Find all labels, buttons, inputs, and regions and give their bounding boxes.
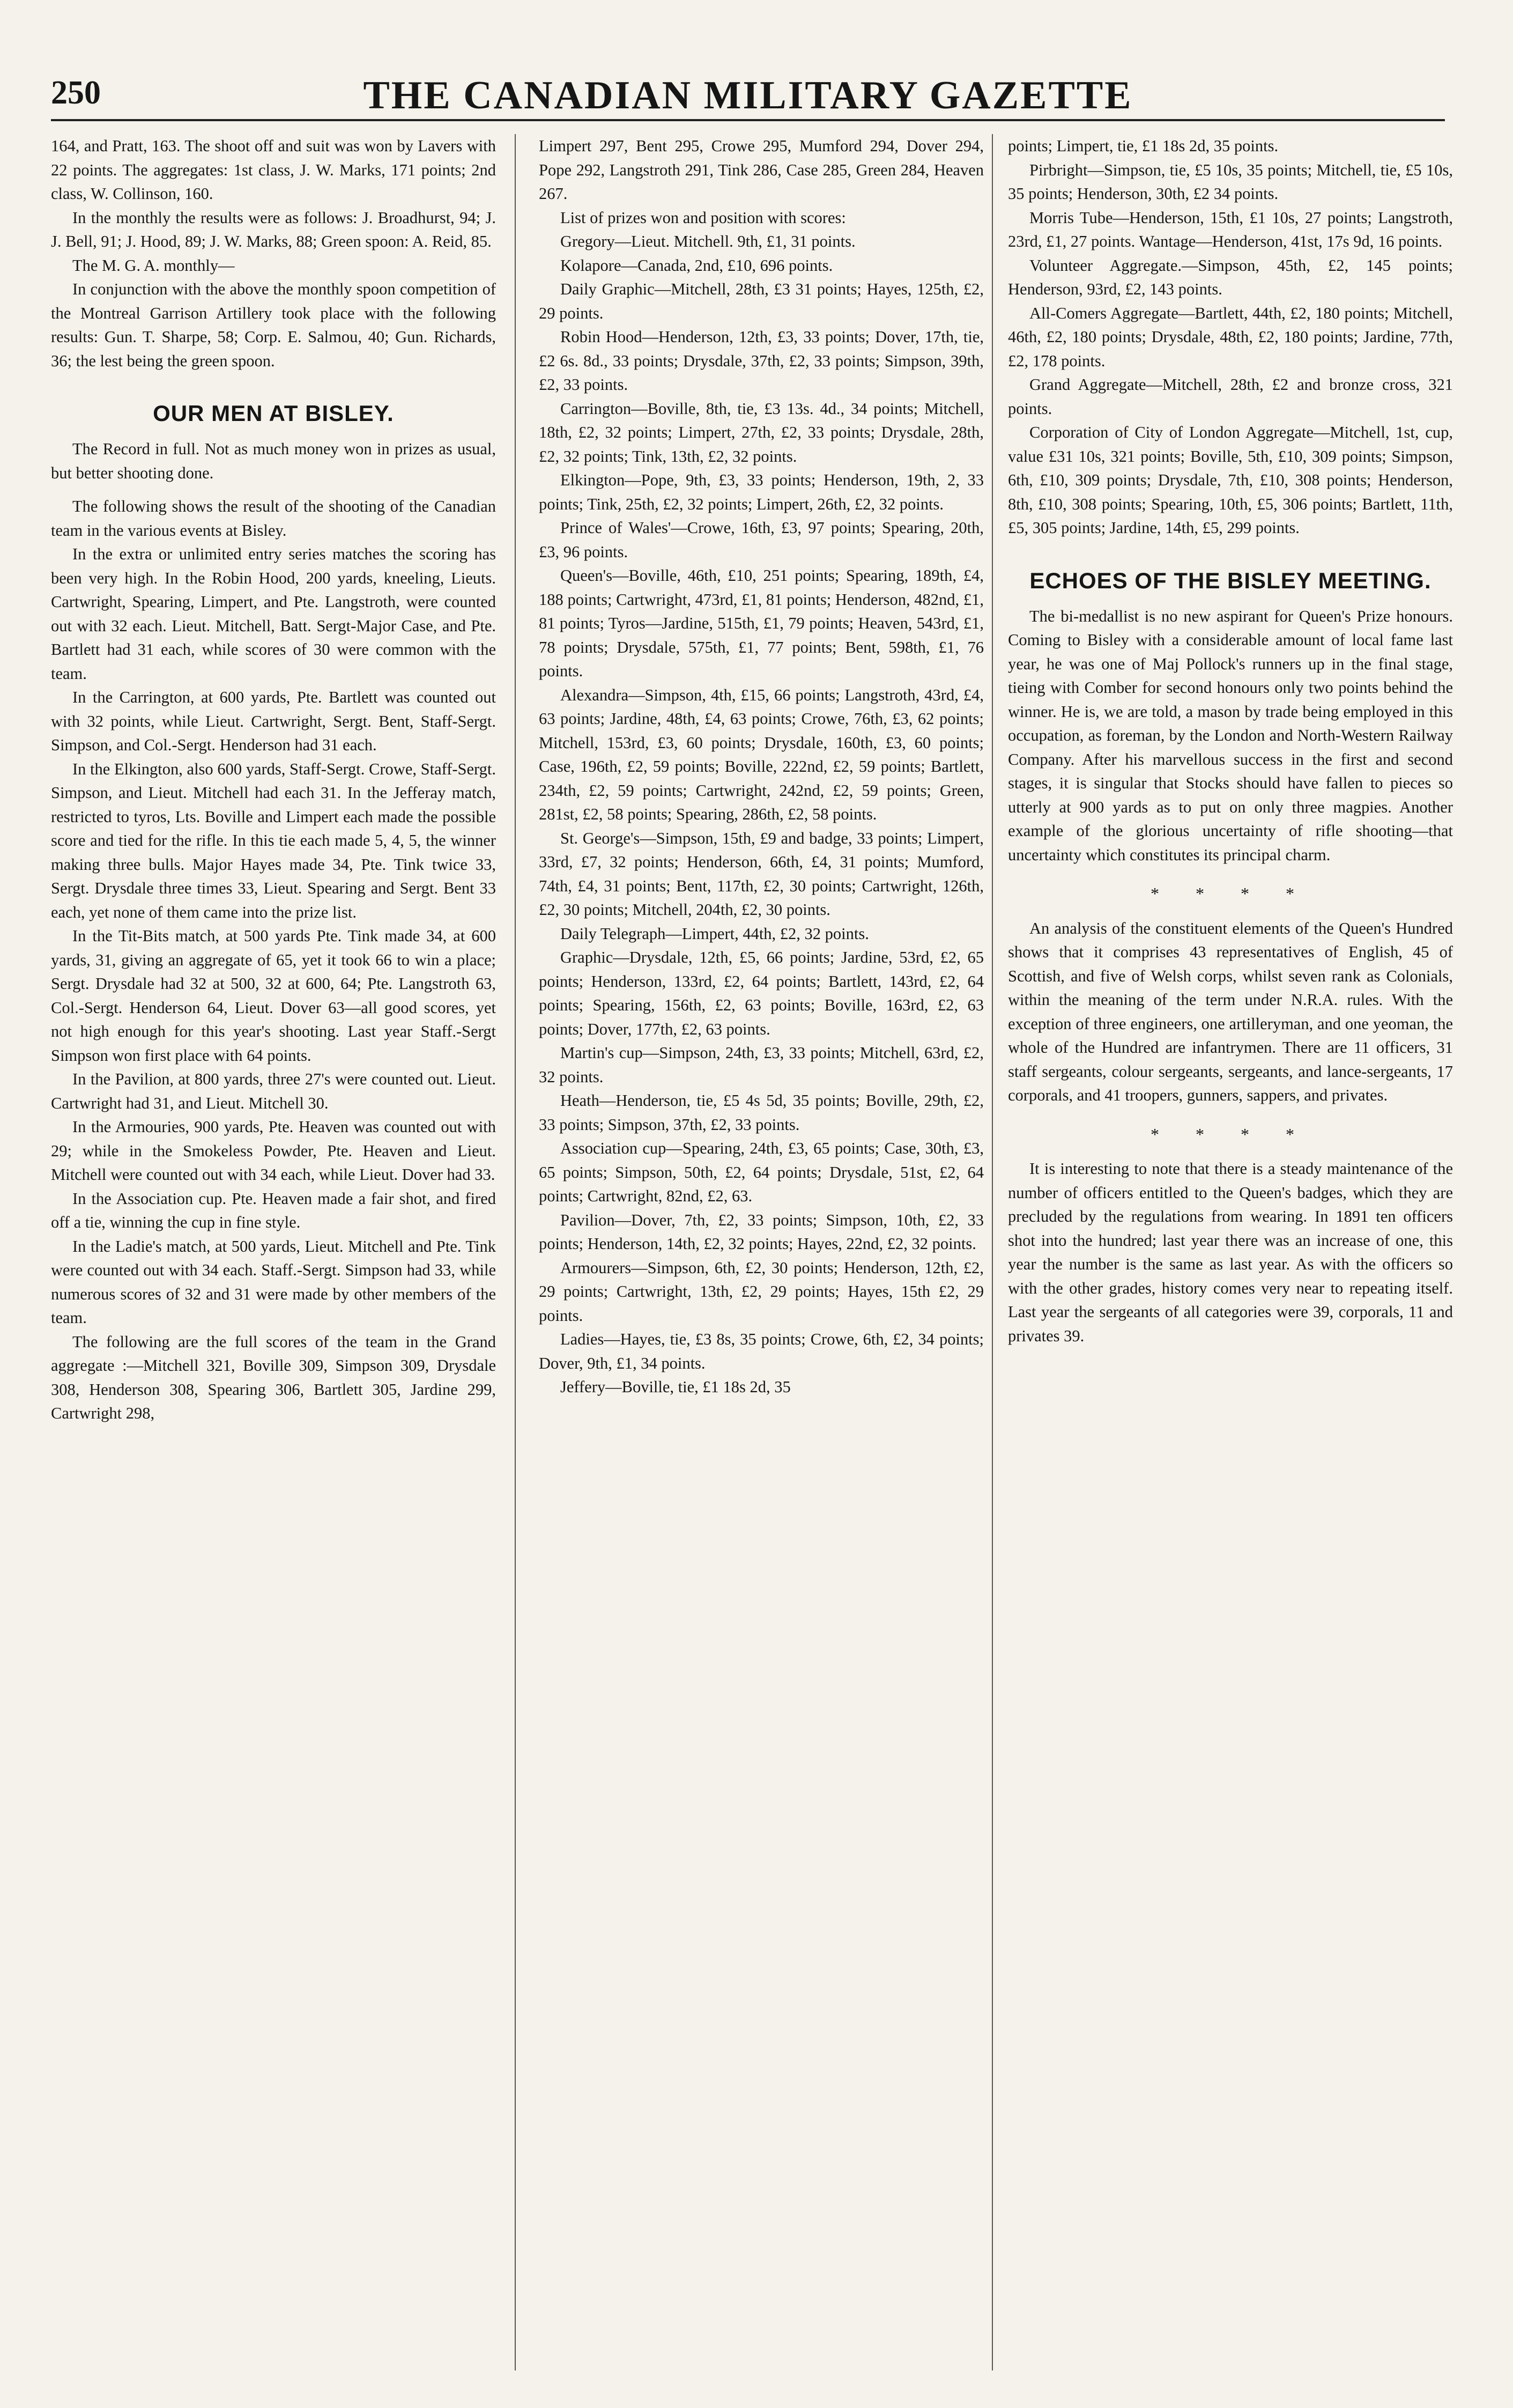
article-paragraph: 164, and Pratt, 163. The shoot off and suit was won by Lavers with 22 points. The aggregates: 1st class, J. W. Marks, 171 points; 2nd class, W. Collinson, 160. xyxy=(51,137,496,203)
column-3 xyxy=(1008,134,1453,1348)
article-paragraph: In the extra or unlimited entry series matches the scoring has been very high. In the Robin Hood, 200 yards, kneeling, Lieuts. Cartwright, Spearing, Limpert, and Pte. Langstroth, were counted out with 32 each. Lieut. Mitchell, Batt. Sergt-Major Case, and Pte. Bartlett had 31 each, while scores of 30 were common with the team. xyxy=(51,545,496,683)
prize-entry: Pavilion—Dover, 7th, £2, 33 points; Simpson, 10th, £2, 33 points; Henderson, 14th, £2, 32 points; Hayes, 22nd, £2, 32 points. xyxy=(539,1210,984,1253)
prize-entry: All-Comers Aggregate—Bartlett, 44th, £2, 180 points; Mitchell, 46th, £2, 180 points; Drysdale, 48th, £2, 180 points; Jardine, 77th, £2, 178 points. xyxy=(1008,304,1453,370)
column-divider xyxy=(515,134,516,2370)
section-heading: OUR MEN AT BISLEY. xyxy=(153,401,394,426)
article-paragraph: In the Carrington, at 600 yards, Pte. Bartlett was counted out with 32 points, while Lieut. Cartwright, Sergt. Bent, Staff-Sergt. Simpson, and Col.-Sergt. Henderson had 31 each. xyxy=(51,688,496,754)
newspaper-title: THE CANADIAN MILITARY GAZETTE xyxy=(363,73,1133,117)
article-paragraph: The bi-medallist is no new aspirant for Queen's Prize honours. Coming to Bisley with a considerable amount of local fame last year, he was one of Maj Pollock's runners up in the final stage, tieing with Comber for second honours only two points behind the winner. He is, we are told, a mason by trade being employed in this occupation, as foreman, by the London and North-Western Railway Company. After his marvellous success in the first and second stages, it is singular that Stocks should have fallen to pieces so utterly at 900 yards as to put on only three magpies. Another example of the glorious uncertainty of rifle shooting—that uncertainty which constitutes its principal charm. xyxy=(1008,607,1453,864)
article-paragraph: In the Tit-Bits match, at 500 yards Pte. Tink made 34, at 600 yards, 31, giving an aggregate of 65, yet it took 66 to win a place; Sergt. Drysdale had 32 at 500, 32 at 600, 64; Pte. Langstroth 63, Col.-Sergt. Henderson 64, Lieut. Dover 63—all good scores, yet not high enough for this year's shooting. Last year Staff.-Sergt Simpson won first place with 64 points. xyxy=(51,927,496,1065)
prize-entry: Gregory—Lieut. Mitchell. 9th, £1, 31 points. xyxy=(560,232,856,250)
article-paragraph: In the Armouries, 900 yards, Pte. Heaven was counted out with 29; while in the Smokeless Powder, Pte. Heaven and Lieut. Mitchell were counted out with 34 each, while Lieut. Dover had 33. xyxy=(51,1118,496,1184)
article-paragraph: The following shows the result of the shooting of the Canadian team in the various events at Bisley. xyxy=(51,497,496,540)
prize-entry: Alexandra—Simpson, 4th, £15, 66 points; Langstroth, 43rd, £4, 63 points; Jardine, 48th, £4, 63 points; Crowe, 76th, £3, 62 points; Mitchell, 153rd, £3, 60 points; Drysdale, 160th, £3, 60 points; Case, 196th, £2, 59 points; Boville, 222nd, £2, 59 points; Bartlett, 234th, £2, 59 points; Cartwright, 242nd, £2, 59 points; Green, 281st, £2, 58 points; Spearing, 286th, £2, 58 points. xyxy=(539,685,984,823)
column-2 xyxy=(539,134,984,1399)
prize-entry: Graphic—Drysdale, 12th, £5, 66 points; Jardine, 53rd, £2, 65 points; Henderson, 133rd, £2, 64 points; Bartlett, 143rd, £2, 64 points; Spearing, 156th, £2, 63 points; Boville, 163rd, £2, 63 points; Dover, 177th, £2, 63 points. xyxy=(539,948,984,1038)
prize-entry: Association cup—Spearing, 24th, £3, 65 points; Case, 30th, £3, 65 points; Simpson, 50th, £2, 64 points; Drysdale, 51st, £2, 64 points; Cartwright, 82nd, £2, 63. xyxy=(539,1139,984,1205)
masthead xyxy=(51,58,1445,117)
column-1 xyxy=(51,134,496,1425)
column-divider xyxy=(992,134,993,2370)
prize-entry: Carrington—Boville, 8th, tie, £3 13s. 4d., 34 points; Mitchell, 18th, £2, 32 points; Limpert, 27th, £2, 33 points; Drysdale, 28th, £2, 32 points; Tink, 13th, £2, 32 points. xyxy=(539,399,984,466)
prize-entry: Heath—Henderson, tie, £5 4s 5d, 35 points; Boville, 29th, £2, 33 points; Simpson, 37th, £2, 33 points. xyxy=(539,1091,984,1134)
separator: * * * * xyxy=(1151,884,1310,903)
prize-entry: Pirbright—Simpson, tie, £5 10s, 35 points; Mitchell, tie, £5 10s, 35 points; Henderson, 30th, £2 34 points. xyxy=(1008,160,1453,203)
masthead-rule xyxy=(51,119,1445,121)
article-paragraph: In conjunction with the above the monthly spoon competition of the Montreal Garrison Artillery took place with the following results: Gun. T. Sharpe, 58; Corp. E. Salmou, 40; Gun. Richards, 36; the lest being the green spoon. xyxy=(51,280,496,370)
prize-entry: points; Limpert, tie, £1 18s 2d, 35 points. xyxy=(1008,137,1279,155)
prize-entry: Corporation of City of London Aggregate—Mitchell, 1st, cup, value £31 10s, 321 points; Boville, 5th, £10, 309 points; Simpson, 6th, £10, 309 points; Drysdale, 7th, £10, 308 points; Henderson, 8th, £10, 308 points; Spearing, 10th, £5, 306 points; Bartlett, 11th, £5, 305 points; Jardine, 14th, £5, 299 points. xyxy=(1008,423,1453,537)
separator: * * * * xyxy=(1151,1124,1310,1144)
article-paragraph: In the monthly the results were as follows: J. Broadhurst, 94; J. J. Bell, 91; J. Hood, 89; J. W. Marks, 88; Green spoon: A. Reid, 85. xyxy=(51,208,496,250)
prize-entry: Queen's—Boville, 46th, £10, 251 points; Spearing, 189th, £4, 188 points; Cartwright, 473rd, £1, 81 points; Henderson, 482nd, £1, 81 points; Tyros—Jardine, 515th, £1, 79 points; Heaven, 543rd, £1, 78 points; Drysdale, 575th, £1, 77 points; Bent, 598th, £1, 76 points. xyxy=(539,566,984,680)
prize-entry: Prince of Wales'—Crowe, 16th, £3, 97 points; Spearing, 20th, £3, 96 points. xyxy=(539,519,984,561)
article-paragraph: In the Pavilion, at 800 yards, three 27's were counted out. Lieut. Cartwright had 31, and Lieut. Mitchell 30. xyxy=(51,1070,496,1112)
article-paragraph: In the Association cup. Pte. Heaven made a fair shot, and fired off a tie, winning the cup in fine style. xyxy=(51,1189,496,1231)
prize-entry: Kolapore—Canada, 2nd, £10, 696 points. xyxy=(560,256,833,275)
prize-entry: Jeffery—Boville, tie, £1 18s 2d, 35 xyxy=(560,1378,791,1396)
article-paragraph: The following are the full scores of the team in the Grand aggregate :—Mitchell 321, Boville 309, Simpson 309, Drysdale 308, Henderson 308, Spearing 306, Bartlett 305, Jardine 299, Cartwright 298, xyxy=(51,1332,496,1422)
prize-entry: Elkington—Pope, 9th, £3, 33 points; Henderson, 19th, 2, 33 points; Tink, 25th, £2, 32 points; Limpert, 26th, £2, 32 points. xyxy=(539,471,984,513)
article-paragraph: The Record in full. Not as much money won in prizes as usual, but better shooting done. xyxy=(51,440,496,482)
section-heading: ECHOES OF THE BISLEY MEETING. xyxy=(1029,567,1432,593)
article-paragraph: In the Elkington, also 600 yards, Staff-Sergt. Crowe, Staff-Sergt. Simpson, and Lieut. Mitchell had each 31. In the Jefferay match, restricted to tyros, Lts. Boville and Limpert each made the possible score and tied for the rifle. In this tie each made 5, 4, 5, the winner making three bulls. Major Hayes made 34, Pte. Tink twice 33, Sergt. Drysdale three times 33, Lieut. Spearing and Sergt. Bent 33 each, yet none of them came into the prize list. xyxy=(51,759,496,921)
article-paragraph: List of prizes won and position with scores: xyxy=(560,208,846,227)
article-paragraph: An analysis of the constituent elements of the Queen's Hundred shows that it comprises 43 representatives of English, 45 of Scottish, and five of Welsh corps, whilst seven rank as Colonials, within the meaning of the term under N.R.A. rules. With the exception of three engineers, one artilleryman, and one yeoman, the whole of the Hundred are infantrymen. There are 11 officers, 31 staff sergeants, colour sergeants, sergeants, and lance-sergeants, 17 corporals, and 41 troopers, gunners, sappers, and privates. xyxy=(1008,919,1453,1104)
article-paragraph: It is interesting to note that there is a steady maintenance of the number of officers entitled to the Queen's badges, which they are precluded by the regulations from wearing. In 1891 ten officers shot into the hundred; last year there was an increase of one, this year the number is the same as last year. As with the officers so with the other grades, history comes very near to repeating itself. Last year the sergeants of all categories were 39, corporals, 11 and privates 39. xyxy=(1008,1159,1453,1345)
prize-entry: Daily Telegraph—Limpert, 44th, £2, 32 points. xyxy=(560,924,869,943)
article-paragraph: In the Ladie's match, at 500 yards, Lieut. Mitchell and Pte. Tink were counted out with 34 each. Staff.-Sergt. Simpson had 33, while numerous scores of 32 and 31 were made by other members of the team. xyxy=(51,1237,496,1327)
prize-entry: Martin's cup—Simpson, 24th, £3, 33 points; Mitchell, 63rd, £2, 32 points. xyxy=(539,1044,984,1086)
prize-entry: Ladies—Hayes, tie, £3 8s, 35 points; Crowe, 6th, £2, 34 points; Dover, 9th, £1, 34 points. xyxy=(539,1330,984,1372)
page-number: 250 xyxy=(51,75,101,111)
prize-entry: Morris Tube—Henderson, 15th, £1 10s, 27 points; Langstroth, 23rd, £1, 27 points. Wantage—Henderson, 41st, 17s 9d, 16 points. xyxy=(1008,208,1453,250)
prize-entry: St. George's—Simpson, 15th, £9 and badge, 33 points; Limpert, 33rd, £7, 32 points; Henderson, 66th, £4, 31 points; Mumford, 74th, £4, 31 points; Bent, 117th, £2, 30 points; Cartwright, 126th, £2, 30 points; Mitchell, 204th, £2, 30 points. xyxy=(539,829,984,919)
prize-entry: Robin Hood—Henderson, 12th, £3, 33 points; Dover, 17th, tie, £2 6s. 8d., 33 points; Drysdale, 37th, £2, 33 points; Simpson, 39th, £2, 33 points. xyxy=(539,328,984,394)
prize-entry: Volunteer Aggregate.—Simpson, 45th, £2, 145 points; Henderson, 93rd, £2, 143 points. xyxy=(1008,256,1453,298)
article-paragraph: The M. G. A. monthly— xyxy=(72,256,235,275)
prize-entry: Daily Graphic—Mitchell, 28th, £3 31 points; Hayes, 125th, £2, 29 points. xyxy=(539,280,984,322)
article-paragraph: Limpert 297, Bent 295, Crowe 295, Mumford 294, Dover 294, Pope 292, Langstroth 291, Tink 286, Case 285, Green 284, Heaven 267. xyxy=(539,137,984,203)
prize-entry: Grand Aggregate—Mitchell, 28th, £2 and bronze cross, 321 points. xyxy=(1008,375,1453,418)
prize-entry: Armourers—Simpson, 6th, £2, 30 points; Henderson, 12th, £2, 29 points; Cartwright, 13th, £2, 29 points; Hayes, 15th £2, 29 points. xyxy=(539,1258,984,1325)
